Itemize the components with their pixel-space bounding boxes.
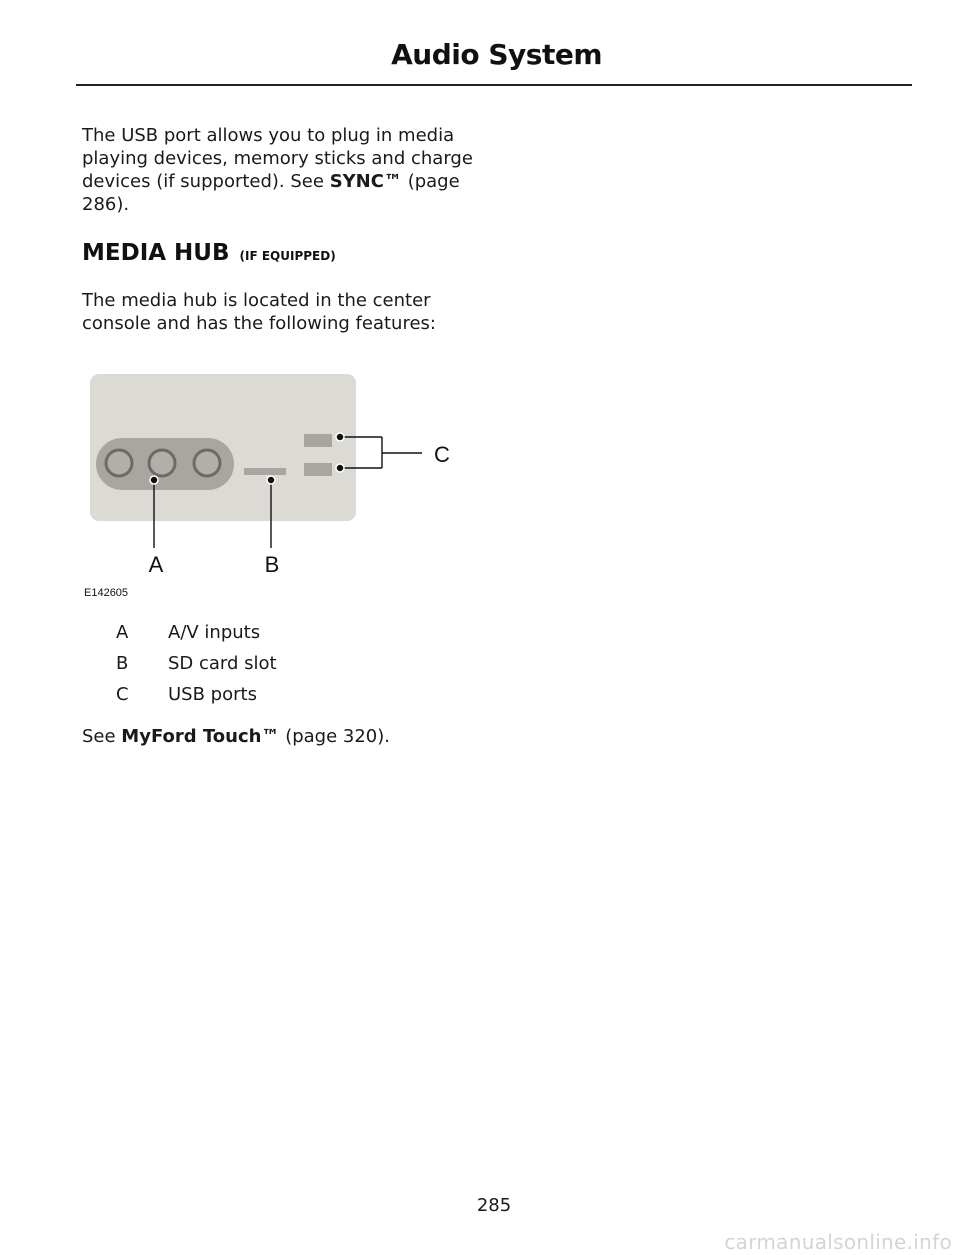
- see-also-paragraph: [82, 725, 482, 748]
- callout-label-c: C: [434, 442, 450, 467]
- legend-key: C: [116, 684, 129, 705]
- legend-key: B: [116, 653, 129, 674]
- legend-label: USB ports: [168, 684, 257, 705]
- callout-label-b: B: [264, 552, 280, 577]
- intro-page-ref: (page 286).: [82, 171, 460, 215]
- see-also-text: See: [82, 726, 122, 747]
- av-jacks: [106, 450, 220, 476]
- sd-card-slot: [244, 468, 286, 475]
- watermark: carmanualsonline.info: [724, 1230, 952, 1254]
- legend-row-c: [116, 684, 257, 706]
- legend-row-a: [116, 622, 260, 644]
- section-heading-note: (IF EQUIPPED): [239, 249, 336, 263]
- legend-label: A/V inputs: [168, 622, 261, 643]
- av-jack-3: [194, 450, 220, 476]
- legend-label: SD card slot: [168, 653, 277, 674]
- myford-touch-reference: MyFord Touch™: [121, 726, 280, 747]
- intro-paragraph: [82, 124, 482, 216]
- usb-port-2: [304, 463, 332, 476]
- page-header-title: Audio System: [391, 38, 602, 71]
- section-heading-text: MEDIA HUB: [82, 240, 230, 266]
- media-hub-description: The media hub is located in the center console and has the following features:: [82, 290, 436, 334]
- usb-port-1: [304, 434, 332, 447]
- legend-row-b: [116, 653, 277, 675]
- media-hub-illustration: [56, 368, 476, 608]
- callout-label-a: A: [148, 552, 164, 577]
- page-number: 285: [476, 1195, 512, 1216]
- figure-id: E142605: [84, 587, 129, 599]
- sync-reference: SYNC™: [329, 171, 402, 192]
- section-heading: [82, 240, 336, 266]
- intro-text: The USB port allows you to plug in media playing devices, memory sticks and charge devices (if supported). See: [82, 125, 473, 192]
- header-divider: [76, 84, 912, 86]
- av-jack-1: [106, 450, 132, 476]
- legend-key: A: [116, 622, 129, 643]
- see-also-page-ref: (page 320).: [279, 726, 390, 747]
- av-jack-2: [149, 450, 175, 476]
